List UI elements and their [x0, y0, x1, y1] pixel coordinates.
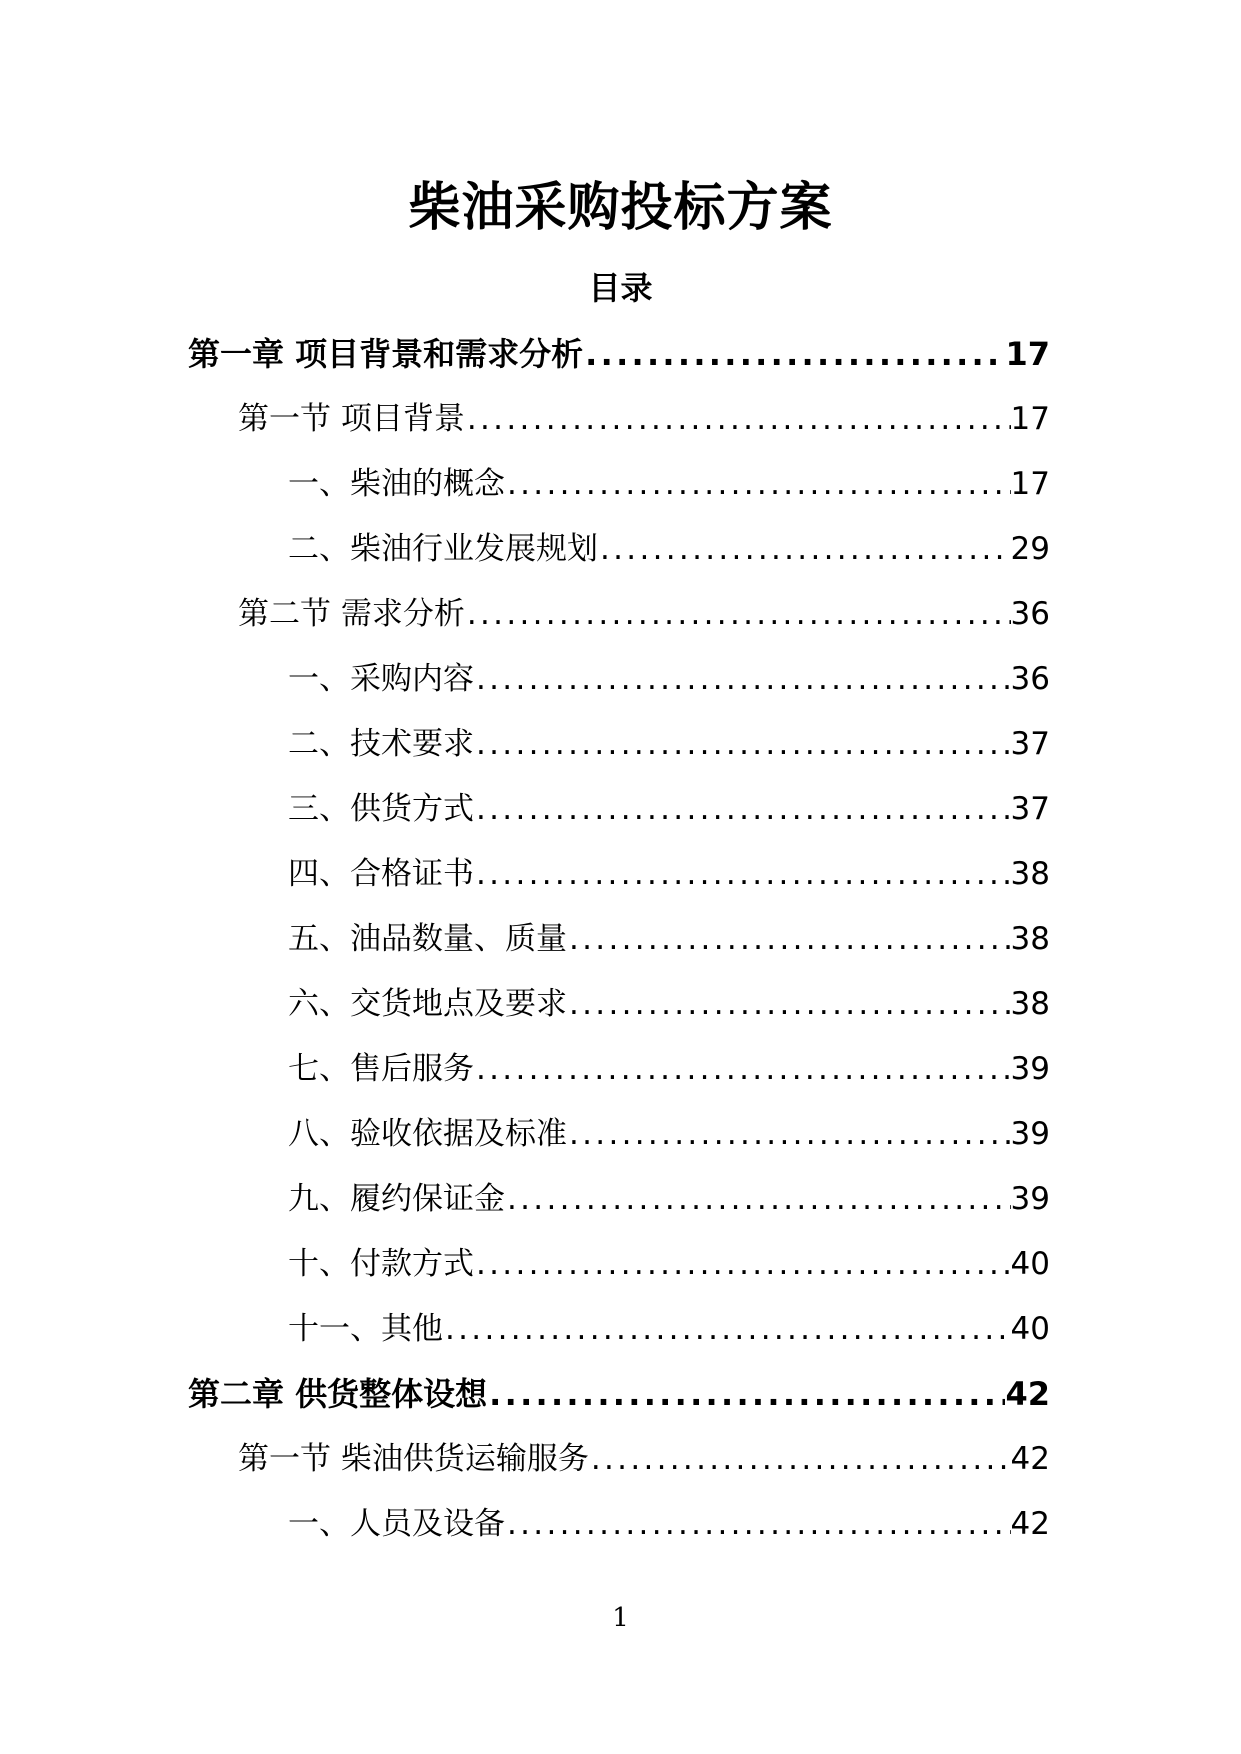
toc-entry[interactable]	[0, 907, 1241, 972]
toc-entry-page: 29	[1010, 531, 1050, 567]
toc-dot-leader	[474, 777, 1011, 842]
toc-entry-page: 39	[1010, 1181, 1050, 1217]
toc-entry[interactable]	[0, 777, 1241, 842]
toc-entry-page: 17	[1005, 335, 1050, 373]
toc-dot-leader	[505, 1167, 1011, 1232]
toc-entry-title: 一、采购内容	[288, 661, 474, 697]
toc-entry-page: 38	[1010, 921, 1050, 957]
toc-dot-leader	[474, 712, 1011, 777]
toc-dot-leader	[567, 972, 1011, 1037]
toc-entry-title: 一、柴油的概念	[288, 466, 505, 502]
toc-entry-page: 36	[1010, 596, 1050, 632]
toc-entry[interactable]	[0, 647, 1241, 712]
toc-entry[interactable]	[0, 712, 1241, 777]
toc-entry-title: 十一、其他	[288, 1311, 443, 1347]
toc-entry-title: 第二章 供货整体设想	[188, 1375, 488, 1413]
toc-entry-title: 九、履约保证金	[288, 1181, 505, 1217]
toc-dot-leader	[505, 1492, 1011, 1557]
toc-heading: 目录	[588, 269, 653, 307]
toc-entry[interactable]	[0, 387, 1241, 452]
toc-entry-title: 第一节 项目背景	[238, 401, 465, 437]
toc-entry-page: 36	[1010, 661, 1050, 697]
toc-entry[interactable]	[0, 842, 1241, 907]
toc-entry-title: 六、交货地点及要求	[288, 986, 567, 1022]
toc-entry[interactable]	[0, 1037, 1241, 1102]
toc-entry-page: 38	[1010, 856, 1050, 892]
toc-entry-page: 39	[1010, 1051, 1050, 1087]
toc-dot-leader	[567, 907, 1011, 972]
document-title: 柴油采购投标方案	[408, 178, 833, 238]
toc-dot-leader	[443, 1297, 1011, 1362]
toc-entry-title: 四、合格证书	[288, 856, 474, 892]
toc-entry-page: 42	[1010, 1441, 1050, 1477]
toc-entry-page: 37	[1010, 791, 1050, 827]
toc-entry-title: 二、技术要求	[288, 726, 474, 762]
toc-dot-leader	[474, 1037, 1011, 1102]
toc-entry[interactable]	[0, 1167, 1241, 1232]
toc-dot-leader	[474, 647, 1011, 712]
toc-entry-page: 42	[1005, 1375, 1050, 1413]
toc-entry-page: 17	[1010, 466, 1050, 502]
toc-entry[interactable]	[0, 1427, 1241, 1492]
toc-entry-title: 八、验收依据及标准	[288, 1116, 567, 1152]
toc-entry-title: 第二节 需求分析	[238, 596, 465, 632]
toc-dot-leader	[487, 1362, 1005, 1427]
toc-entry-title: 二、柴油行业发展规划	[288, 531, 598, 567]
toc-entry[interactable]	[0, 972, 1241, 1037]
toc-entry[interactable]	[0, 1362, 1241, 1427]
toc-entry[interactable]	[0, 1102, 1241, 1167]
toc-entry-title: 五、油品数量、质量	[288, 921, 567, 957]
table-of-contents	[0, 322, 1241, 1557]
toc-entry-page: 37	[1010, 726, 1050, 762]
toc-dot-leader	[567, 1102, 1011, 1167]
toc-entry-title: 三、供货方式	[288, 791, 474, 827]
toc-entry[interactable]	[0, 322, 1241, 387]
toc-entry[interactable]	[0, 582, 1241, 647]
toc-entry-page: 42	[1010, 1506, 1050, 1542]
toc-entry[interactable]	[0, 1297, 1241, 1362]
toc-dot-leader	[474, 842, 1011, 907]
toc-entry-title: 七、售后服务	[288, 1051, 474, 1087]
toc-entry-page: 17	[1010, 401, 1050, 437]
toc-entry-page: 39	[1010, 1116, 1050, 1152]
page-number: 1	[612, 1603, 629, 1633]
toc-entry[interactable]	[0, 517, 1241, 582]
toc-entry-title: 第一章 项目背景和需求分析	[188, 335, 584, 373]
toc-entry[interactable]	[0, 1232, 1241, 1297]
toc-dot-leader	[583, 322, 1005, 387]
toc-entry[interactable]	[0, 452, 1241, 517]
toc-entry[interactable]	[0, 1492, 1241, 1557]
toc-dot-leader	[598, 517, 1011, 582]
toc-dot-leader	[465, 582, 1011, 647]
toc-dot-leader	[589, 1427, 1011, 1492]
toc-dot-leader	[474, 1232, 1011, 1297]
toc-entry-page: 40	[1010, 1246, 1050, 1282]
toc-entry-title: 十、付款方式	[288, 1246, 474, 1282]
toc-entry-title: 一、人员及设备	[288, 1506, 505, 1542]
toc-entry-page: 40	[1010, 1311, 1050, 1347]
toc-entry-page: 38	[1010, 986, 1050, 1022]
toc-dot-leader	[465, 387, 1011, 452]
toc-entry-title: 第一节 柴油供货运输服务	[238, 1441, 589, 1477]
toc-dot-leader	[505, 452, 1011, 517]
